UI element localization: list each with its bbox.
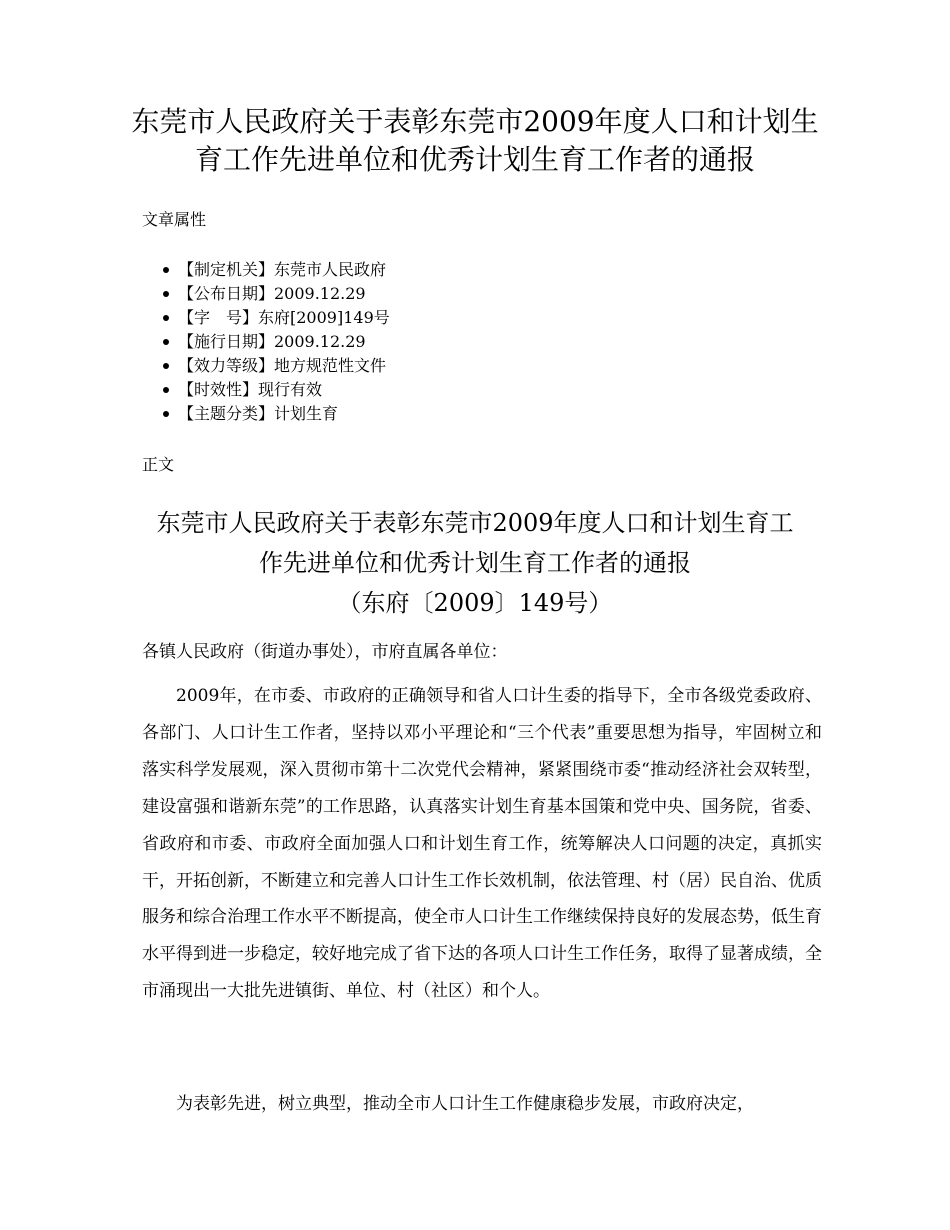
body-label: 正文 xyxy=(142,455,175,474)
attributes-list xyxy=(160,258,390,426)
attribute-item: 【效力等级】地方规范性文件 xyxy=(160,354,390,378)
attribute-item: 【主题分类】计划生育 xyxy=(160,402,390,426)
body-title-line: 作先进单位和优秀计划生育工作者的通报 xyxy=(259,549,691,577)
attribute-item: 【制定机关】东莞市人民政府 xyxy=(160,258,390,282)
attribute-item: 【字 号】东府[2009]149号 xyxy=(160,306,390,330)
body-paragraph: 为表彰先进，树立典型，推动全市人口计生工作健康稳步发展，市政府决定， xyxy=(176,1094,754,1114)
document-number: （东府〔2009〕149号） xyxy=(337,589,613,617)
attribute-item: 【施行日期】2009.12.29 xyxy=(160,330,390,354)
body-title xyxy=(120,503,830,623)
attributes-label: 文章属性 xyxy=(142,210,207,229)
attribute-item: 【时效性】现行有效 xyxy=(160,378,390,402)
document-title: 东莞市人民政府关于表彰东莞市2009年度人口和计划生育工作先进单位和优秀计划生育工作者的通报 xyxy=(131,105,819,176)
attribute-item: 【公布日期】2009.12.29 xyxy=(160,282,390,306)
body-paragraph: 2009年，在市委、市政府的正确领导和省人口计生委的指导下，全市各级党委政府、各部门、人口计生工作者，坚持以邓小平理论和“三个代表”重要思想为指导，牢固树立和落实科学发展观，深入贯彻市第十二次党代会精神，紧紧围绕市委“推动经济社会双转型，建设富强和谐新东莞”的工作思路，认真落实计划生育基本国策和党中央、国务院，省委、省政府和市委、市政府全面加强人口和计划生育工作，统筹解决人口问题的决定，真抓实干，开拓创新，不断建立和完善人口计生工作长效机制，依法管理、村（居）民自治、优质服务和综合治理工作水平不断提高，使全市人口计生工作继续保持良好的发展态势，低生育水平得到进一步稳定，较好地完成了省下达的各项人口计生工作任务，取得了显著成绩，全市涌现出一大批先进镇街、单位、村（社区）和个人。 xyxy=(142,686,822,1002)
body-title-line: 东莞市人民政府关于表彰东莞市2009年度人口和计划生育工 xyxy=(156,509,794,537)
salutation: 各镇人民政府（街道办事处），市府直属各单位： xyxy=(142,642,508,662)
